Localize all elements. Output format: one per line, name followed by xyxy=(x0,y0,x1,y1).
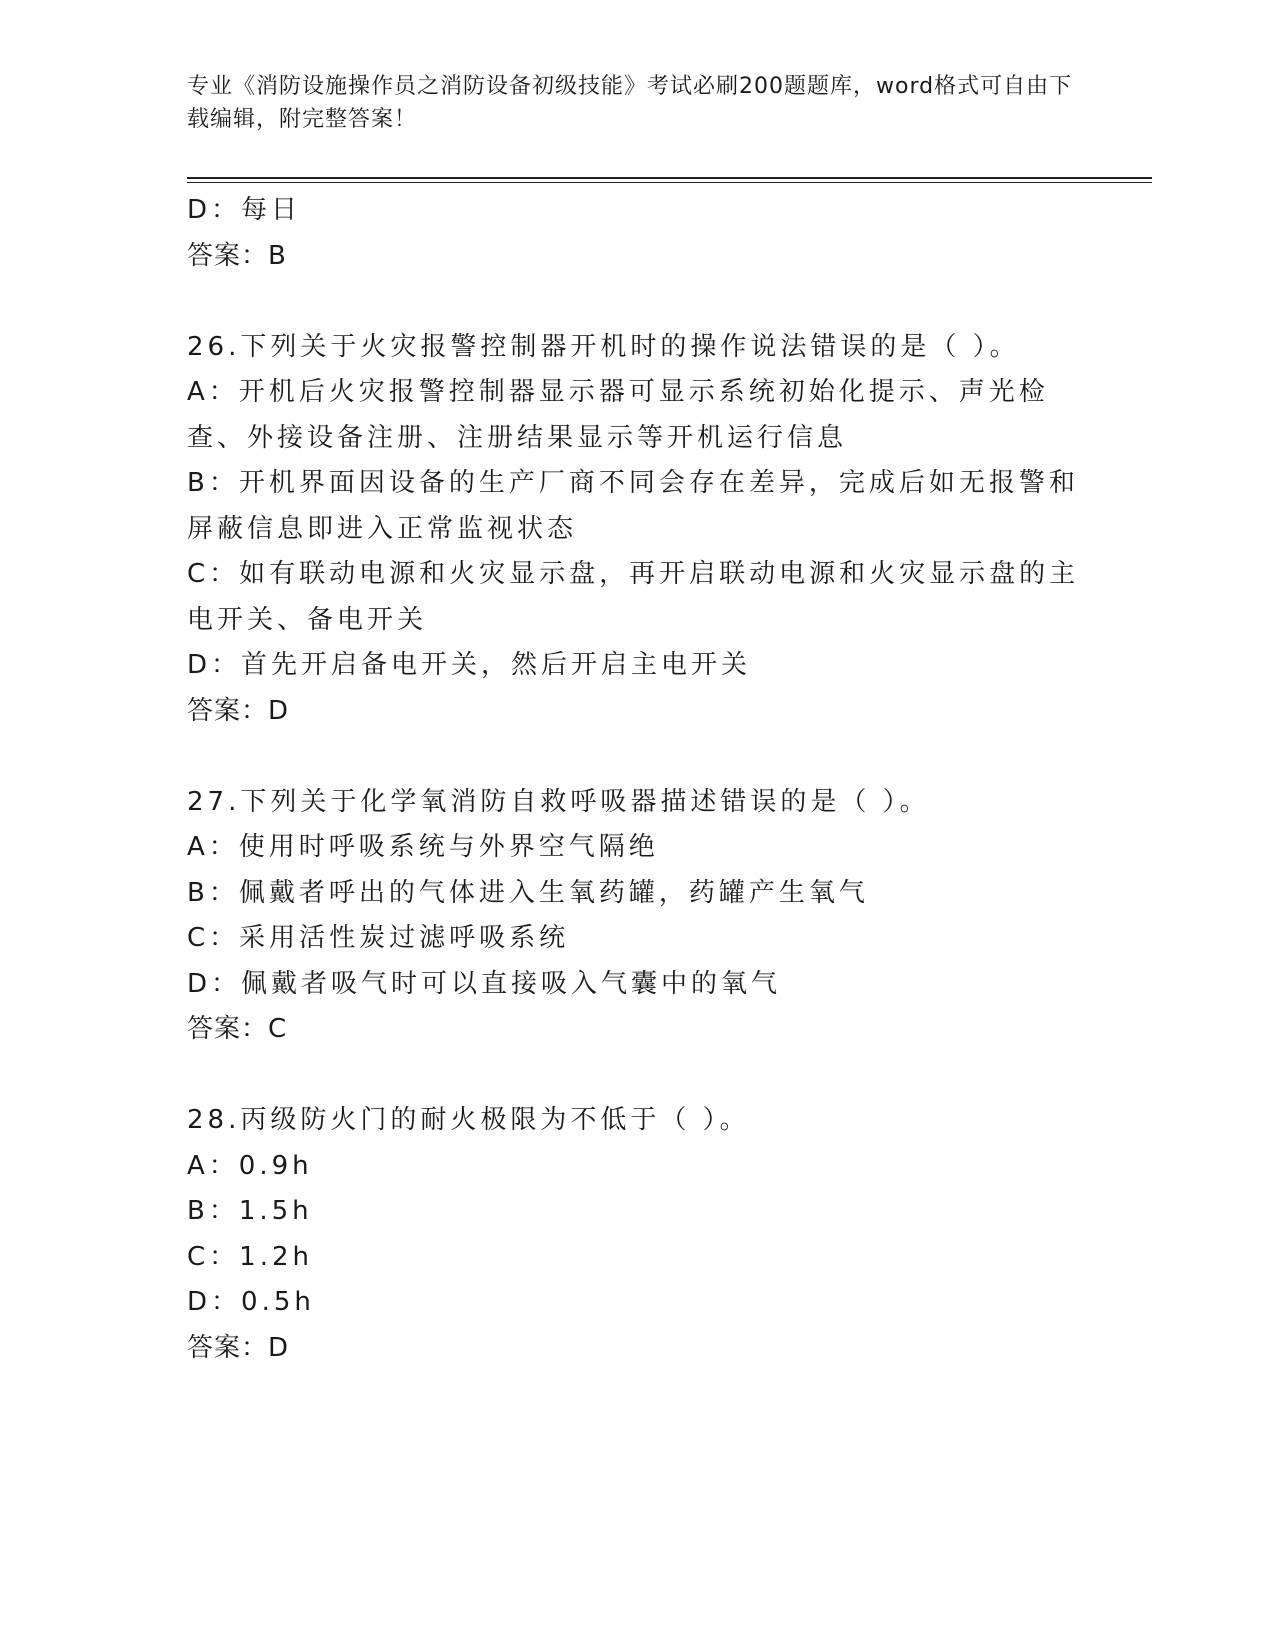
header-divider-secondary xyxy=(187,182,1152,183)
option-line: C：如有联动电源和火灾显示盘，再开启联动电源和火灾显示盘的主电开关、备电开关 xyxy=(187,559,1080,635)
question-stem: 27.下列关于化学氧消防自救呼吸器描述错误的是（ ）。 xyxy=(187,786,930,817)
question-block xyxy=(187,780,1087,1053)
answer-line: 答案：B xyxy=(187,240,287,271)
option-line: D：佩戴者吸气时可以直接吸入气囊中的氧气 xyxy=(187,968,782,999)
option-line: A：开机后火灾报警控制器显示器可显示系统初始化提示、声光检查、外接设备注册、注册结果显示等开机运行信息 xyxy=(187,377,1049,453)
option-line: D：首先开启备电开关，然后开启主电开关 xyxy=(187,650,752,680)
answer-line: 答案：C xyxy=(187,1014,288,1044)
question-stem: 26.下列关于火灾报警控制器开机时的操作说法错误的是（ ）。 xyxy=(187,331,1020,362)
option-line: A：使用时呼吸系统与外界空气隔绝 xyxy=(187,832,659,862)
question-block xyxy=(187,325,1087,735)
option-line: C：1.2h xyxy=(187,1241,313,1272)
option-line: D：每日 xyxy=(187,195,302,225)
document-header xyxy=(187,70,1087,136)
option-line: D：0.5h xyxy=(187,1287,315,1317)
spacer xyxy=(187,279,1087,325)
option-line: B：开机界面因设备的生产厂商不同会存在差异，完成后如无报警和屏蔽信息即进入正常监视状态 xyxy=(187,468,1079,544)
answer-line: 答案：D xyxy=(187,695,290,726)
spacer xyxy=(187,734,1087,780)
document-body xyxy=(187,188,1087,1371)
option-line: B：1.5h xyxy=(187,1196,313,1226)
answer-line: 答案：D xyxy=(187,1332,290,1363)
header-divider xyxy=(187,177,1152,179)
option-line: A：0.9h xyxy=(187,1150,313,1181)
document-header-title: 专业《消防设施操作员之消防设备初级技能》考试必刷200题题库，word格式可自由下载编辑，附完整答案！ xyxy=(187,74,1073,132)
option-line: B：佩戴者呼出的气体进入生氧药罐，药罐产生氧气 xyxy=(187,877,869,908)
question-stem: 28.丙级防火门的耐火极限为不低于（ ）。 xyxy=(187,1105,750,1135)
question-block xyxy=(187,1098,1087,1371)
option-line: C：采用活性炭过滤呼吸系统 xyxy=(187,923,570,953)
spacer xyxy=(187,1053,1087,1099)
